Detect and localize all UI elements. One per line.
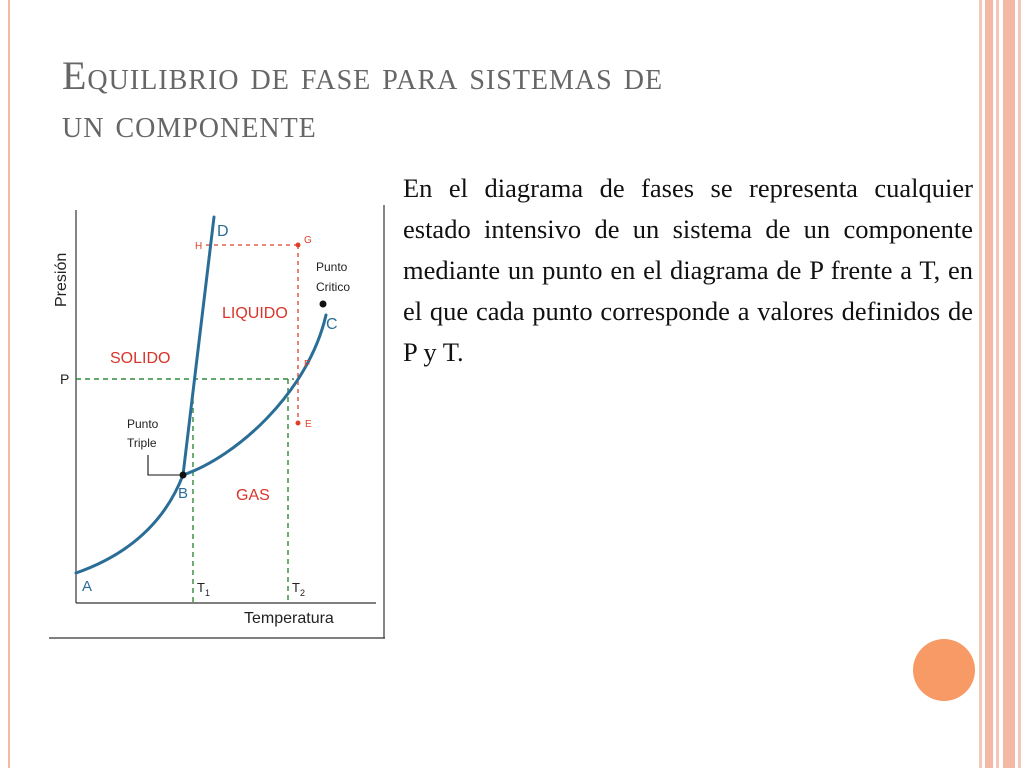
right-stripe-1 [979,0,982,768]
point-g-dot [296,243,301,248]
point-a-label: A [82,578,93,595]
left-border-rule [8,0,10,768]
slide-title-line-1: Equilibrio de fase para sistemas de [62,53,664,98]
point-d-label: D [217,223,229,240]
region-liquid-label: LIQUIDO [222,305,288,322]
triple-point-dot [180,472,187,479]
right-stripe-2 [985,0,993,768]
right-stripe-3 [996,0,999,768]
slide-body-text: En el diagrama de fases se representa cualquier estado intensivo de un sistema de un componente mediante un punto en el diagrama de P frente a T, en el que cada punto corresponde a valores definidos de P y T. [403,173,973,367]
right-stripe-4 [1003,0,1015,768]
point-c-label: C [326,316,338,333]
slide-title [62,52,962,148]
point-b-label: B [178,485,189,502]
y-axis-label: Presión [53,252,70,307]
t2-tick-label: $T_2$ [292,580,305,598]
t1-tick-label: $T_1$ [197,580,210,598]
right-stripe-5 [1018,0,1021,768]
pressure-tick-label: P [60,371,70,387]
triple-point-label-line-2: Triple [127,436,157,450]
triple-point-label-line-1: Punto [127,417,159,431]
point-e-dot [296,421,301,426]
point-h-label: H [195,241,203,252]
critical-point-dot [320,301,327,308]
region-gas-label: GAS [236,487,270,504]
critical-point-label-line-1: Punto [316,260,348,274]
point-e-label: E [305,419,312,430]
region-solid-label: SOLIDO [110,350,171,367]
point-g-label: G [304,235,312,246]
phase-diagram [46,195,388,641]
x-axis-label: Temperatura [244,610,334,627]
slide-title-line-2: un componente [62,101,317,146]
decorative-orange-circle [913,639,975,701]
critical-point-label-line-2: Critico [316,280,351,294]
point-f-label: F [304,359,311,370]
